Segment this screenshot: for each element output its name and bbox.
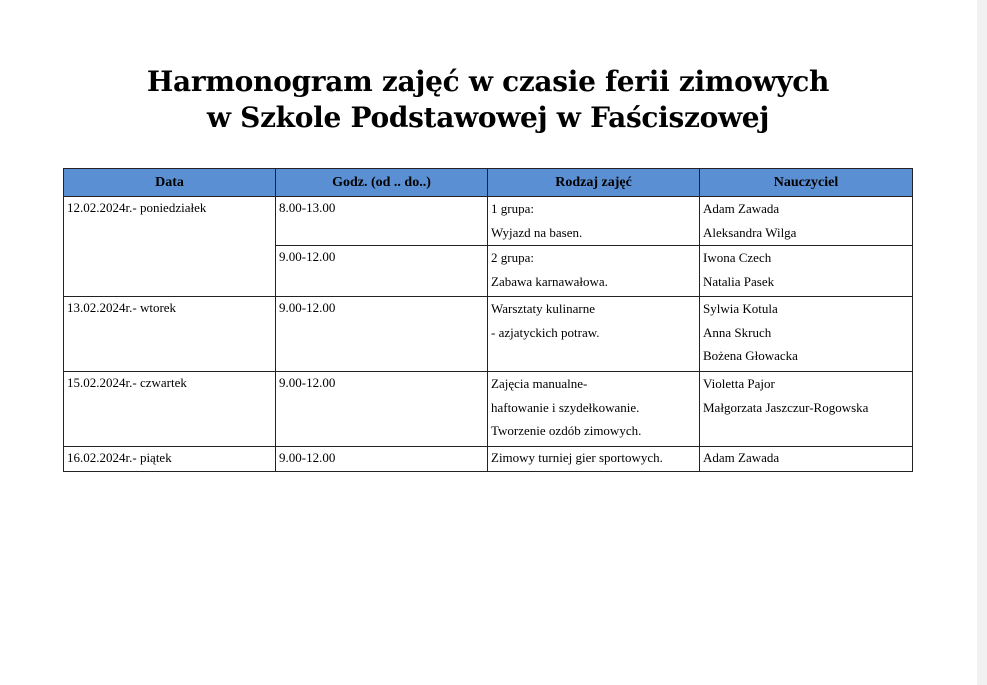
activity-line: 1 grupa: [491,201,534,216]
teacher-cell [700,197,913,246]
teacher-name: Adam Zawada [703,450,780,465]
table-header-row [64,169,913,197]
hours-cell [276,246,488,297]
activity-cell [488,197,700,246]
hours-text: 9.00-12.00 [279,300,336,315]
date-text: 12.02.2024r.- poniedziałek [67,200,207,215]
teacher-cell [700,447,913,472]
table-row [64,372,913,447]
schedule-table [63,168,913,472]
header-activity: Rodzaj zajęć [488,169,700,197]
title-line-1: Harmonogram zajęć w czasie ferii zimowych [146,65,830,98]
table-row [64,447,913,472]
hours-text: 9.00-12.00 [279,375,336,390]
activity-line: Zajęcia manualne- [491,376,588,391]
hours-cell [276,447,488,472]
table-row [64,297,913,372]
activity-line: Wyjazd na basen. [491,224,583,240]
date-cell [64,197,276,297]
hours-text: 9.00-12.00 [279,249,336,264]
header-hours: Godz. (od .. do..) [276,169,488,197]
header-teacher: Nauczyciel [700,169,913,197]
table-row [64,197,913,246]
teacher-name: Violetta Pajor [703,376,775,391]
date-text: 15.02.2024r.- czwartek [67,375,187,390]
activity-line: - azjatyckich potraw. [491,324,600,340]
hours-cell [276,372,488,447]
teacher-cell [700,372,913,447]
activity-line: haftowanie i szydełkowanie. [491,399,640,415]
teacher-name: Bożena Głowacka [703,348,798,363]
date-text: 16.02.2024r.- piątek [67,450,172,465]
header-date: Data [64,169,276,197]
date-cell [64,447,276,472]
activity-line: Zabawa karnawałowa. [491,273,608,289]
title-line-2: w Szkole Podstawowej w Faściszowej [206,101,770,134]
teacher-name: Małgorzata Jaszczur-Rogowska [703,399,869,415]
teacher-name: Adam Zawada [703,201,780,216]
teacher-name: Natalia Pasek [703,273,775,289]
activity-cell [488,447,700,472]
hours-cell [276,197,488,246]
teacher-name: Aleksandra Wilga [703,224,797,240]
teacher-cell [700,246,913,297]
activity-line: Tworzenie ozdób zimowych. [491,423,642,438]
hours-text: 9.00-12.00 [279,450,336,465]
teacher-name: Iwona Czech [703,250,772,265]
scrollbar[interactable] [977,0,987,685]
activity-line: Warsztaty kulinarne [491,301,595,316]
teacher-name: Sylwia Kotula [703,301,778,316]
activity-cell [488,372,700,447]
activity-cell [488,246,700,297]
activity-line: Zimowy turniej gier sportowych. [491,450,663,465]
teacher-cell [700,297,913,372]
activity-line: 2 grupa: [491,250,534,265]
document-title [0,64,976,136]
activity-cell [488,297,700,372]
teacher-name: Anna Skruch [703,324,772,340]
date-text: 13.02.2024r.- wtorek [67,300,177,315]
date-cell [64,297,276,372]
hours-text: 8.00-13.00 [279,200,336,215]
date-cell [64,372,276,447]
hours-cell [276,297,488,372]
